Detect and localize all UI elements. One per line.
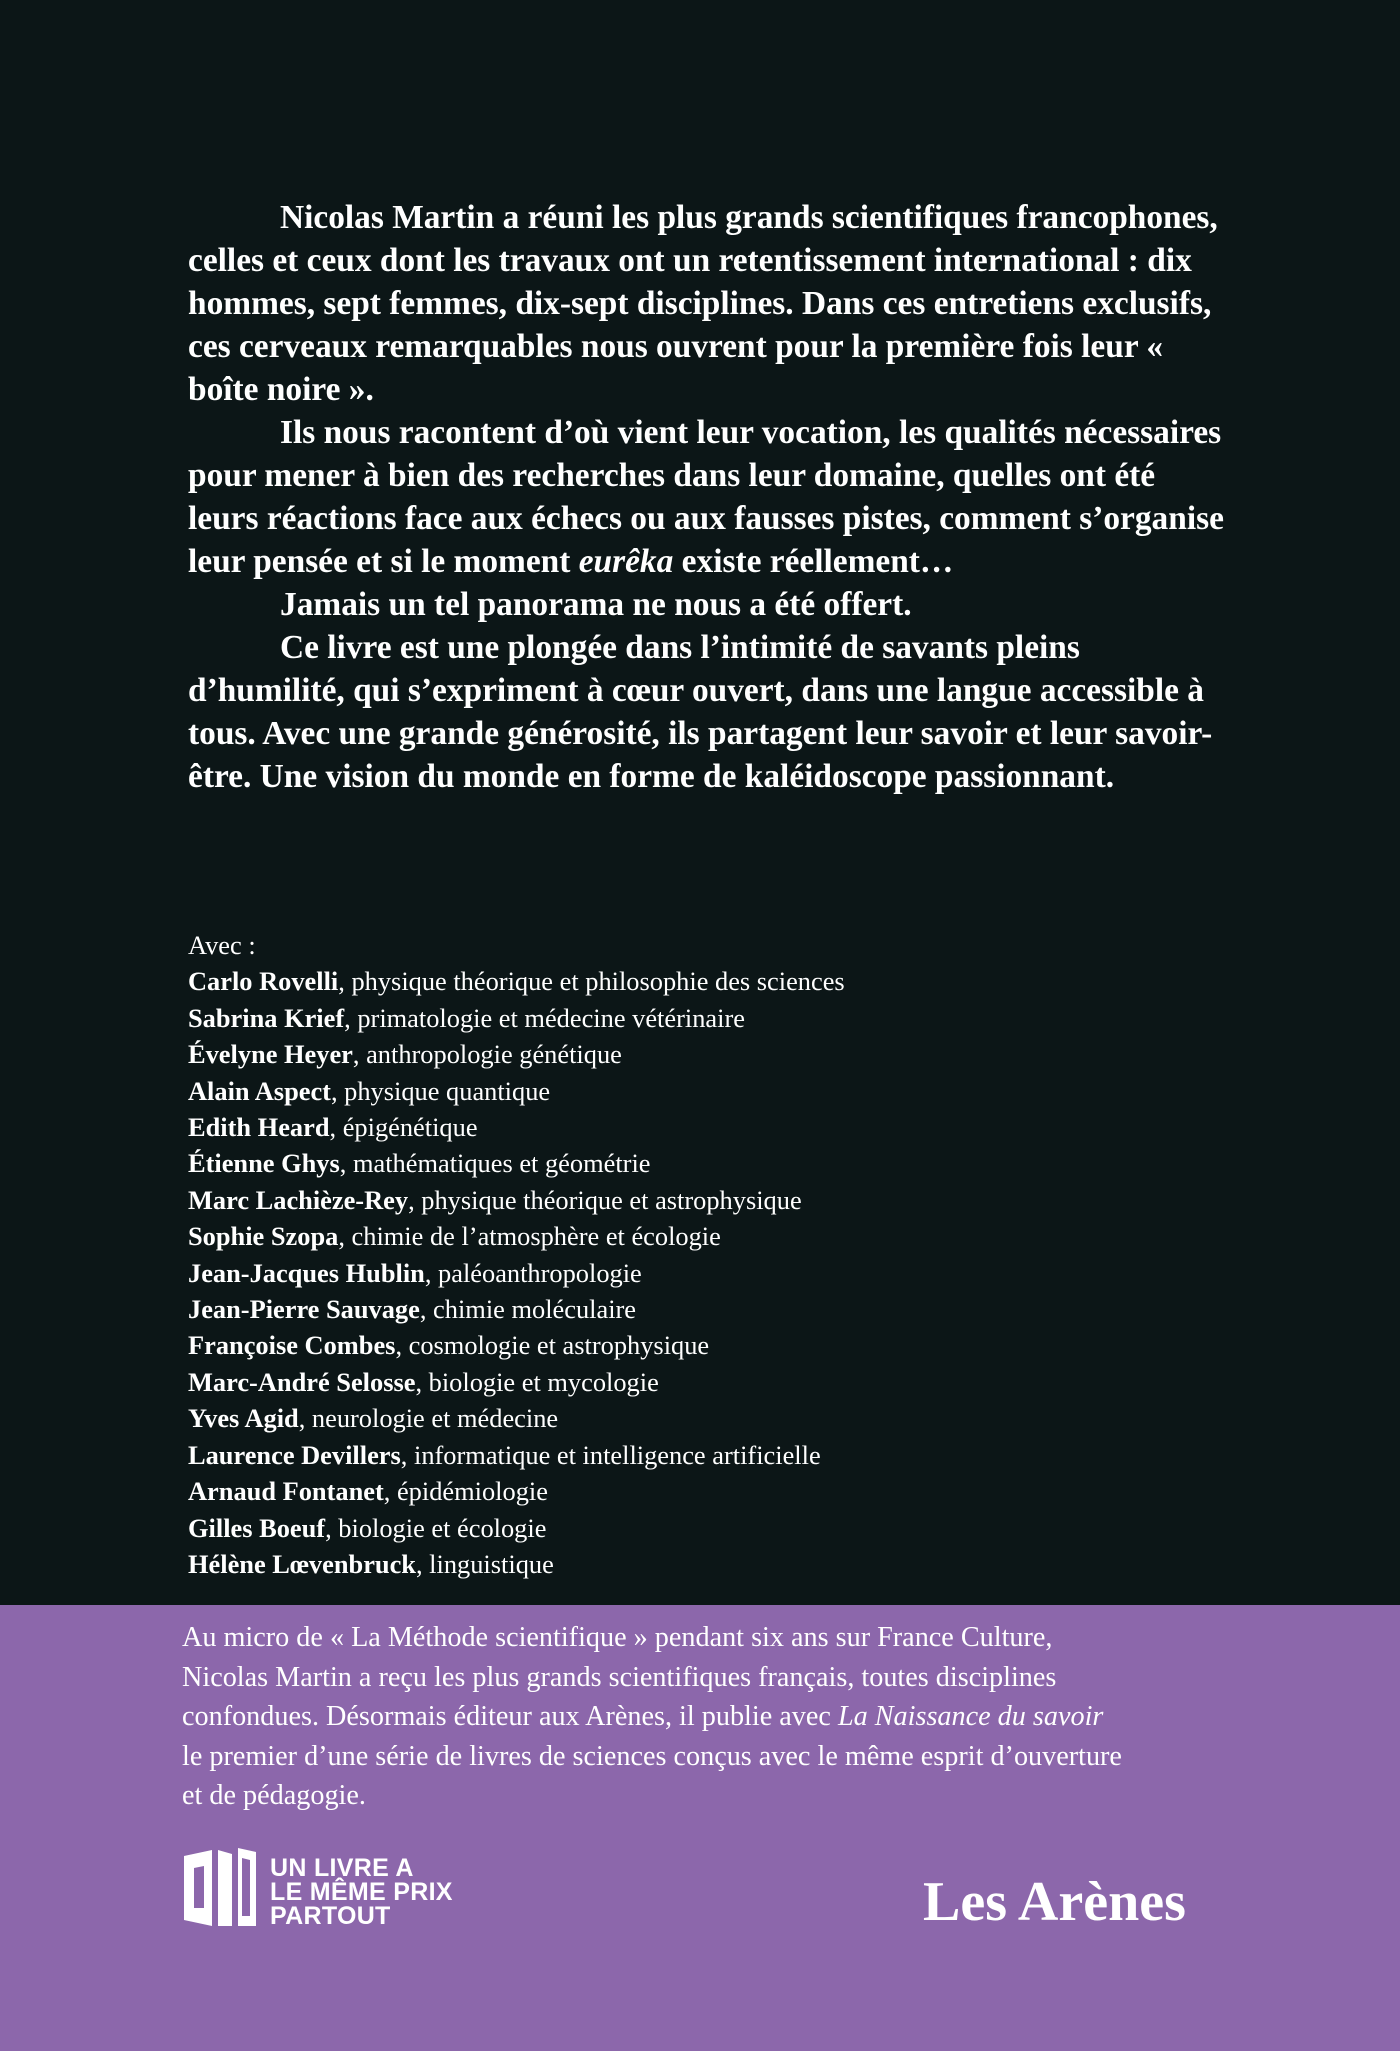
contributor-row (188, 1255, 1288, 1291)
contributor-name: Carlo Rovelli (188, 966, 339, 997)
contributor-name: Alain Aspect (188, 1075, 331, 1106)
contributor-field: , cosmologie et astrophysique (395, 1330, 710, 1361)
bio-line: Nicolas Martin a reçu les plus grands scientifiques français, toutes disciplines (182, 1661, 1057, 1693)
contributor-name: Sabrina Krief (188, 1002, 345, 1033)
contributor-row (188, 1109, 1288, 1145)
contributor-name: Françoise Combes (188, 1330, 396, 1361)
contributor-field: , physique théorique et astrophysique (408, 1184, 802, 1215)
contributor-row (188, 1218, 1288, 1254)
contributor-row (188, 1073, 1288, 1109)
contributor-row (188, 1327, 1288, 1363)
contributor-row (188, 1473, 1288, 1509)
contributor-name: Marc Lachièze-Rey (188, 1184, 409, 1215)
contributor-name: Yves Agid (188, 1403, 299, 1434)
contributor-row (188, 1182, 1288, 1218)
contributor-field: , épigénétique (329, 1112, 478, 1143)
contributor-name: Gilles Boeuf (188, 1512, 326, 1543)
contributors-label: Avec : (188, 930, 256, 960)
contributor-row (188, 1000, 1288, 1036)
contributor-row (188, 1036, 1288, 1072)
contributor-name: Sophie Szopa (188, 1221, 339, 1252)
blurb-italic-word: eurêka (578, 543, 674, 580)
contributor-row (188, 1145, 1288, 1181)
contributor-name: Laurence Devillers (188, 1439, 401, 1470)
contributor-name: Jean-Pierre Sauvage (188, 1294, 420, 1325)
contributor-name: Edith Heard (188, 1112, 330, 1143)
price-logo-line: LE MÊME PRIX (270, 1878, 453, 1906)
blurb-paragraph-3: Jamais un tel panorama ne nous a été offert. (280, 586, 912, 623)
contributors-list (188, 927, 1288, 1582)
contributor-field: , physique théorique et philosophie des sciences (338, 966, 845, 997)
book-price-logo-icon (180, 1846, 260, 1928)
bio-line: confondues. Désormais éditeur aux Arènes, il publie avec La Naissance du savoir (182, 1701, 1104, 1733)
contributor-field: , épidémiologie (383, 1476, 548, 1507)
contributor-name: Hélène Lœvenbruck (188, 1548, 416, 1579)
contributor-name: Arnaud Fontanet (188, 1476, 384, 1507)
bio-line: et de pédagogie. (182, 1780, 366, 1812)
price-logo-line: PARTOUT (270, 1902, 391, 1930)
cover-blurb (188, 196, 1228, 798)
price-logo-text (270, 1856, 453, 1928)
contributor-row (188, 1364, 1288, 1400)
contributor-name: Étienne Ghys (188, 1148, 340, 1179)
contributor-row (188, 1437, 1288, 1473)
contributor-field: , chimie de l’atmosphère et écologie (338, 1221, 721, 1252)
publisher-name: Les Arènes (923, 1871, 1186, 1933)
author-bio (182, 1618, 1282, 1816)
contributor-field: , informatique et intelligence artificielle (400, 1439, 821, 1470)
blurb-paragraph-4: Ce livre est une plongée dans l’intimité de savants pleins d’humilité, qui s’expriment à cœur ouvert, dans une langue accessible à tous. Avec une grande générosité, ils partagent leur savoir et leur savoir-être. Une vision du monde en forme de kaléidoscope passionnant. (188, 629, 1213, 795)
bio-line: le premier d’une série de livres de sciences conçus avec le même esprit d’ouverture (182, 1740, 1122, 1772)
contributor-field: , physique quantique (330, 1075, 551, 1106)
contributor-row (188, 963, 1288, 999)
contributor-field: , biologie et mycologie (415, 1366, 659, 1397)
contributor-field: , primatologie et médecine vétérinaire (344, 1002, 745, 1033)
contributor-row (188, 1400, 1288, 1436)
contributor-field: , biologie et écologie (325, 1512, 547, 1543)
bio-book-title: La Naissance du savoir (837, 1701, 1104, 1733)
bio-line: Au micro de « La Méthode scientifique » pendant six ans sur France Culture, (182, 1622, 1053, 1653)
blurb-paragraph-2: Ils nous racontent d’où vient leur vocation, les qualités nécessaires pour mener à bien des recherches dans leur domaine, quelles ont été leurs réactions face aux échecs ou aux fausses pistes, comment s’organise leur pensée et si le moment eurêka existe réellement… (188, 414, 1224, 580)
contributor-field: , neurologie et médecine (298, 1403, 559, 1434)
contributor-field: , chimie moléculaire (419, 1294, 637, 1325)
contributor-field: , mathématiques et géométrie (339, 1148, 651, 1179)
contributor-name: Jean-Jacques Hublin (188, 1257, 425, 1288)
contributor-name: Marc-André Selosse (188, 1366, 416, 1397)
contributor-field: , linguistique (415, 1548, 554, 1579)
contributor-row (188, 1510, 1288, 1546)
contributor-name: Évelyne Heyer (188, 1039, 353, 1070)
contributor-field: , anthropologie génétique (352, 1039, 622, 1070)
blurb-paragraph-1: Nicolas Martin a réuni les plus grands scientifiques francophones, celles et ceux dont les travaux ont un retentissement international : dix hommes, sept femmes, dix-sept disciplines. Dans ces entretiens exclusifs, ces cerveaux remarquables nous ouvrent pour la première fois leur « boîte noire ». (188, 199, 1218, 408)
contributor-row (188, 1546, 1288, 1582)
contributor-row (188, 1291, 1288, 1327)
price-logo-line: UN LIVRE A (270, 1854, 414, 1882)
contributor-field: , paléoanthropologie (424, 1257, 642, 1288)
